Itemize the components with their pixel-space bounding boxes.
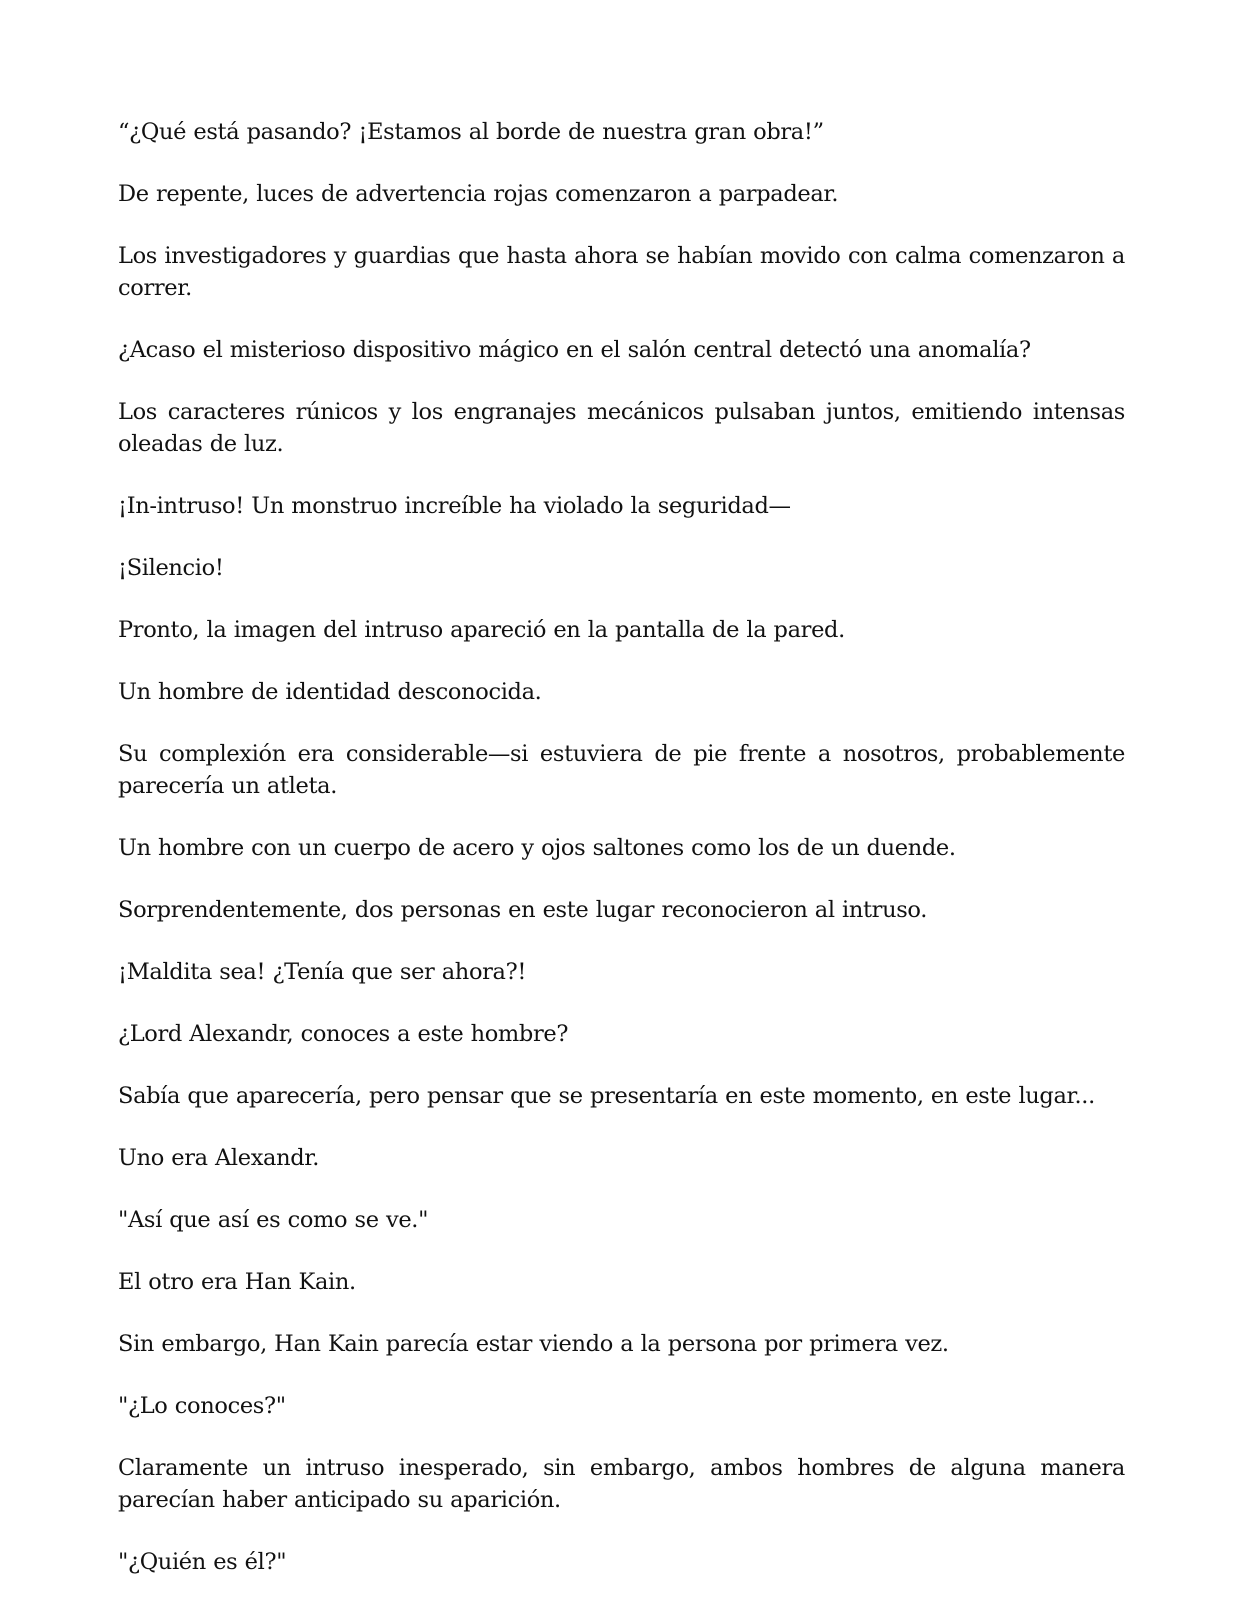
paragraph: Sin embargo, Han Kain parecía estar viendo a la persona por primera vez. — [118, 1331, 949, 1357]
paragraph: "Así que así es como se ve." — [118, 1207, 429, 1233]
paragraph: ¿Lord Alexandr, conoces a este hombre? — [118, 1021, 569, 1047]
paragraph: Sabía que aparecería, pero pensar que se presentaría en este momento, en este lugar... — [118, 1083, 1095, 1109]
paragraph: Su complexión era considerable—si estuviera de pie frente a nosotros, probablemente parecería un atleta. — [118, 741, 1125, 799]
paragraph: El otro era Han Kain. — [118, 1269, 356, 1295]
paragraph: Claramente un intruso inesperado, sin embargo, ambos hombres de alguna manera parecían haber anticipado su aparición. — [118, 1455, 1125, 1513]
paragraph: Uno era Alexandr. — [118, 1145, 320, 1171]
paragraph: Los caracteres rúnicos y los engranajes mecánicos pulsaban juntos, emitiendo intensas oleadas de luz. — [118, 399, 1125, 457]
paragraph: Pronto, la imagen del intruso apareció en la pantalla de la pared. — [118, 617, 845, 643]
paragraph: ¡Silencio! — [118, 555, 224, 581]
paragraph: ¿Acaso el misterioso dispositivo mágico en el salón central detectó una anomalía? — [118, 337, 1031, 363]
paragraph: "¿Lo conoces?" — [118, 1393, 286, 1419]
paragraph: Un hombre de identidad desconocida. — [118, 679, 542, 705]
paragraph: ¡Maldita sea! ¿Tenía que ser ahora?! — [118, 959, 527, 985]
body-text — [118, 116, 1125, 1608]
paragraph: Un hombre con un cuerpo de acero y ojos saltones como los de un duende. — [118, 835, 956, 861]
paragraph: “¿Qué está pasando? ¡Estamos al borde de nuestra gran obra!” — [118, 119, 824, 145]
paragraph: "¿Quién es él?" — [118, 1549, 287, 1575]
paragraph: Los investigadores y guardias que hasta ahora se habían movido con calma comenzaron a correr. — [118, 243, 1125, 301]
paragraph: Sorprendentemente, dos personas en este lugar reconocieron al intruso. — [118, 897, 928, 923]
paragraph: De repente, luces de advertencia rojas comenzaron a parpadear. — [118, 181, 839, 207]
paragraph: ¡In-intruso! Un monstruo increíble ha violado la seguridad— — [118, 493, 791, 519]
